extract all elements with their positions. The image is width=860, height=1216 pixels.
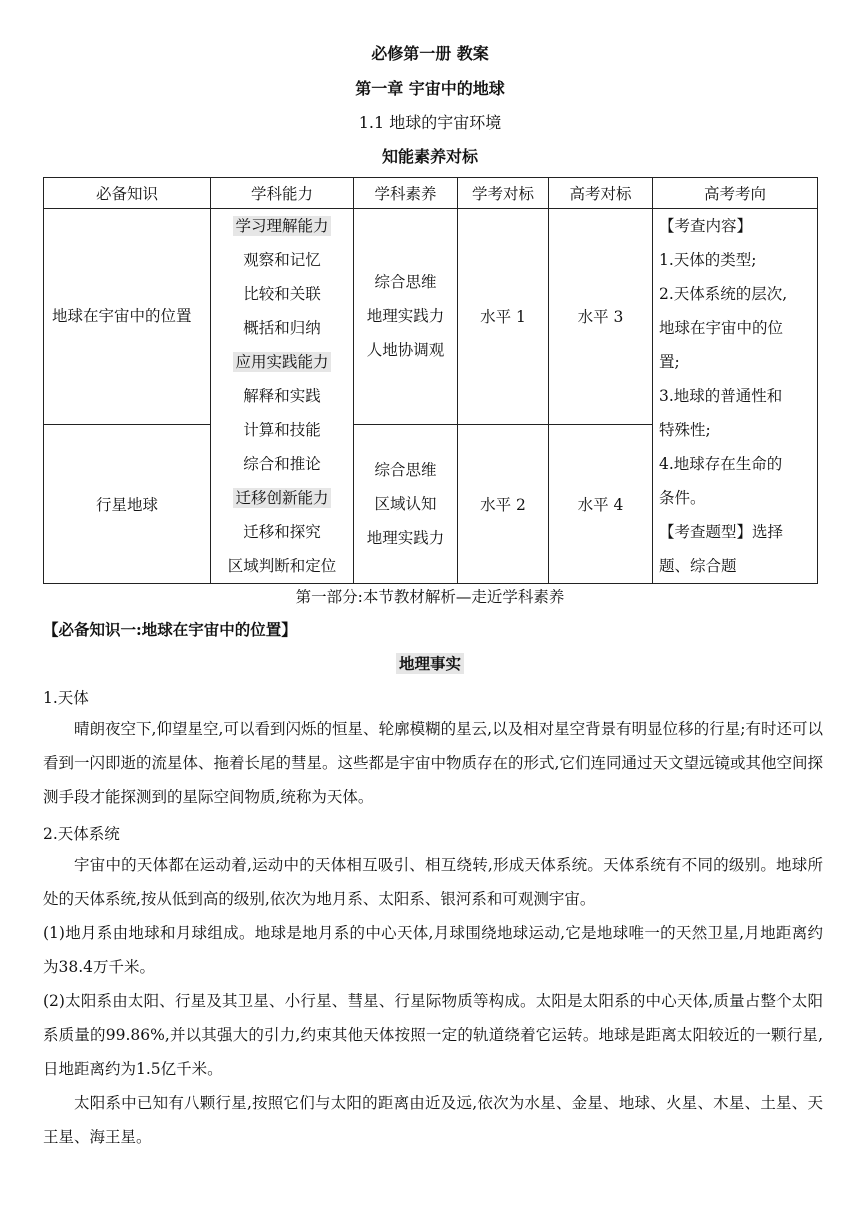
- column-header: 高考考向: [653, 178, 818, 209]
- direction-line: 2.天体系统的层次,: [659, 285, 788, 303]
- direction-line: 题、综合题: [659, 557, 737, 575]
- paragraph: (1)地月系由地球和月球组成。地球是地月系的中心天体,月球围绕地球运动,它是地球唯一的天然卫星,月地距离约为38.4万千米。: [43, 924, 823, 976]
- table-title: 知能素养对标: [381, 147, 478, 166]
- direction-line: 3.地球的普通性和: [659, 387, 783, 405]
- ability-item: 学习理解能力: [235, 217, 329, 235]
- exam-direction-cell: [653, 209, 818, 584]
- part-title: 第一部分:本节教材解析—走近学科素养: [295, 588, 565, 606]
- ability-item: 概括和归纳: [243, 319, 321, 337]
- academic-level-cell: 水平 2: [458, 424, 549, 583]
- ability-item: 比较和关联: [243, 285, 321, 303]
- direction-line: 条件。: [659, 489, 706, 507]
- literacy-item: 地理实践力: [366, 528, 445, 547]
- ability-item: 迁移和探究: [243, 523, 321, 541]
- fact-heading-text: 地理事实: [396, 653, 464, 674]
- knowledge-cell: 地球在宇宙中的位置: [44, 209, 211, 425]
- paragraph: 宇宙中的天体都在运动着,运动中的天体相互吸引、相互绕转,形成天体系统。天体系统有不同的级别。地球所处的天体系统,按从低到高的级别,依次为地月系、太阳系、银河系和可观测宇宙。: [43, 856, 823, 908]
- ability-item: 观察和记忆: [243, 251, 321, 269]
- paragraph: (2)太阳系由太阳、行星及其卫星、小行星、彗星、行星际物质等构成。太阳是太阳系的中心天体,质量占整个太阳系质量的99.86%,并以其强大的引力,约束其他天体按照一定的轨道绕着它运转。地球是距离太阳较近的一颗行星,日地距离约为1.5亿千米。: [43, 992, 823, 1078]
- section-heading: 1.天体: [43, 689, 89, 707]
- direction-line: 【考查题型】选择: [659, 523, 784, 541]
- direction-line: 置;: [659, 353, 680, 371]
- knowledge-heading: 【必备知识一:地球在宇宙中的位置】: [43, 620, 297, 639]
- exam-level-cell: 水平 3: [549, 209, 653, 425]
- section-title: 1.1 地球的宇宙环境: [358, 113, 502, 132]
- knowledge-cell: 行星地球: [44, 424, 211, 583]
- table-header-row: [44, 178, 818, 209]
- standards-table: [43, 177, 818, 584]
- column-header: 必备知识: [44, 178, 211, 209]
- ability-cell: [211, 209, 354, 584]
- literacy-item: 地理实践力: [366, 307, 445, 326]
- ability-item: 计算和技能: [243, 421, 321, 439]
- column-header: 学科能力: [211, 178, 354, 209]
- ability-item: 综合和推论: [243, 455, 321, 473]
- direction-line: 1.天体的类型;: [659, 251, 757, 269]
- paragraph: 太阳系中已知有八颗行星,按照它们与太阳的距离由近及远,依次为水星、金星、地球、火星、木星、土星、天王星、海王星。: [43, 1094, 823, 1146]
- literacy-cell: [354, 424, 458, 583]
- table-row: [44, 209, 818, 425]
- book-title: 必修第一册 教案: [371, 44, 489, 63]
- academic-level-cell: 水平 1: [458, 209, 549, 425]
- literacy-item: 区域认知: [374, 494, 437, 513]
- direction-line: 【考查内容】: [659, 217, 753, 235]
- literacy-item: 综合思维: [374, 460, 437, 479]
- ability-item: 应用实践能力: [235, 353, 329, 371]
- ability-item: 解释和实践: [243, 387, 321, 405]
- literacy-cell: [354, 209, 458, 425]
- column-header: 学科素养: [354, 178, 458, 209]
- exam-level-cell: 水平 4: [549, 424, 653, 583]
- chapter-title: 第一章 宇宙中的地球: [355, 79, 505, 98]
- fact-heading: [0, 652, 860, 674]
- direction-line: 特殊性;: [659, 421, 711, 439]
- literacy-item: 人地协调观: [366, 341, 445, 360]
- ability-item: 迁移创新能力: [235, 489, 329, 507]
- column-header: 高考对标: [549, 178, 653, 209]
- paragraph: 晴朗夜空下,仰望星空,可以看到闪烁的恒星、轮廓模糊的星云,以及相对星空背景有明显位移的行星;有时还可以看到一闪即逝的流星体、拖着长尾的彗星。这些都是宇宙中物质存在的形式,它们连同通过天文望远镜或其他空间探测手段才能探测到的星际空间物质,统称为天体。: [43, 720, 823, 806]
- direction-line: 地球在宇宙中的位: [659, 319, 784, 337]
- column-header: 学考对标: [458, 178, 549, 209]
- literacy-item: 综合思维: [374, 273, 437, 292]
- section-heading: 2.天体系统: [43, 825, 120, 843]
- ability-item: 区域判断和定位: [227, 557, 337, 575]
- direction-line: 4.地球存在生命的: [659, 455, 783, 473]
